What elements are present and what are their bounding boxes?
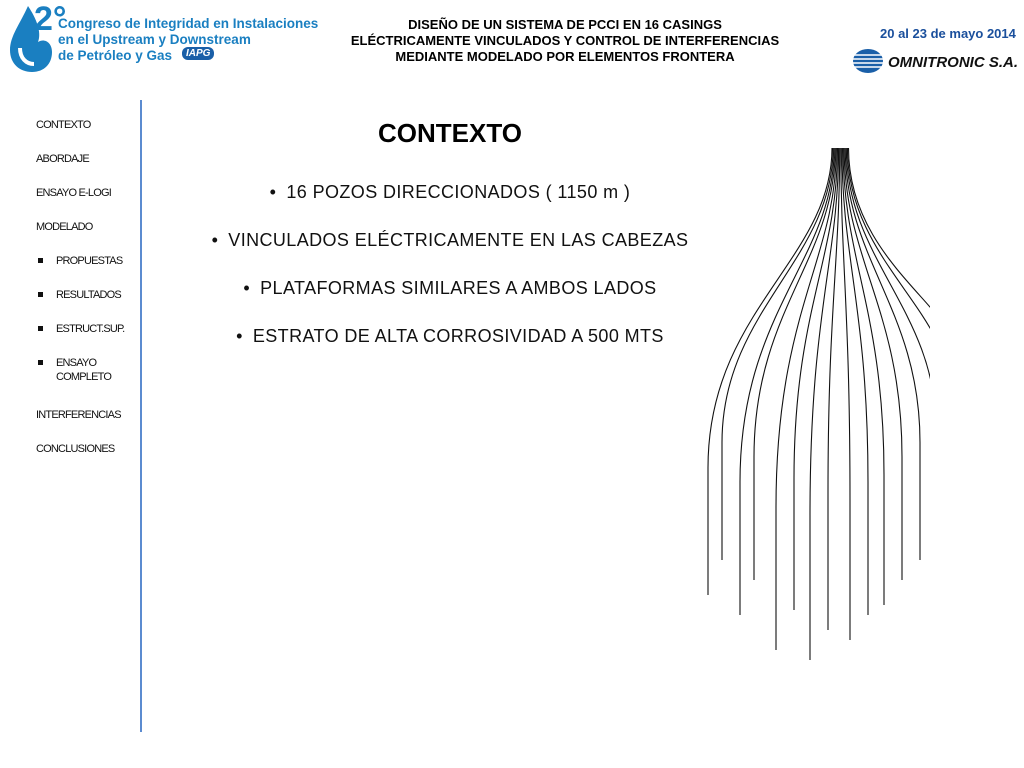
globe-icon <box>852 48 884 74</box>
sidebar-item-propuestas[interactable]: PROPUESTAS <box>36 254 140 288</box>
company-name: OMNITRONIC S.A. <box>888 54 1018 71</box>
sidebar-item-conclusiones[interactable]: CONCLUSIONES <box>36 443 115 455</box>
bullet-icon: • <box>243 278 251 298</box>
event-date: 20 al 23 de mayo 2014 <box>880 26 1016 41</box>
presentation-title-line: MEDIANTE MODELADO POR ELEMENTOS FRONTERA <box>395 49 735 64</box>
well-trajectory <box>844 148 902 580</box>
sidebar-item-estruct-sup[interactable]: ESTRUCT.SUP. <box>36 322 140 356</box>
bullet-icon: • <box>211 230 219 250</box>
bullet-text: VINCULADOS ELÉCTRICAMENTE EN LAS CABEZAS <box>228 230 689 250</box>
iapg-badge: IAPG <box>182 47 214 60</box>
sidebar-nav <box>36 118 140 476</box>
presentation-title-line: ELÉCTRICAMENTE VINCULADOS Y CONTROL DE INTERFERENCIAS <box>350 33 780 48</box>
bullet-list <box>150 180 750 372</box>
directional-wells-diagram <box>690 140 930 670</box>
bullet-item <box>150 228 750 276</box>
bullet-text: 16 POZOS DIRECCIONADOS ( 1150 m ) <box>286 182 631 202</box>
sidebar-item-interferencias[interactable]: INTERFERENCIAS <box>36 409 121 421</box>
congress-logo <box>6 0 319 74</box>
well-trajectory <box>722 148 833 560</box>
page-title: CONTEXTO <box>378 118 522 148</box>
bullet-icon: • <box>269 182 277 202</box>
bullet-item <box>150 180 750 228</box>
presentation-title <box>320 17 810 65</box>
bullet-item <box>150 324 750 372</box>
presentation-title-line: DISEÑO DE UN SISTEMA DE PCCI EN 16 CASINGS <box>408 17 722 32</box>
bullet-text: PLATAFORMAS SIMILARES A AMBOS LADOS <box>260 278 657 298</box>
sidebar-item-abordaje[interactable]: ABORDAJE <box>36 153 89 165</box>
well-trajectory <box>828 148 840 630</box>
congress-name-line2: en el Upstream y Downstream <box>58 32 251 47</box>
bullet-icon: • <box>236 326 243 346</box>
congress-name-line3: de Petróleo y Gas <box>58 48 173 63</box>
well-trajectory <box>849 148 931 440</box>
sidebar-item-ensayo-completo[interactable]: ENSAYO COMPLETO <box>36 356 140 408</box>
sidebar-item-modelado[interactable]: MODELADO <box>36 221 93 233</box>
congress-ordinal: 2° <box>34 0 67 38</box>
bullet-item <box>150 276 750 324</box>
sidebar-item-resultados[interactable]: RESULTADOS <box>36 288 140 322</box>
sidebar-divider <box>140 100 142 732</box>
congress-name-line1: Congreso de Integridad en Instalaciones <box>58 16 319 31</box>
well-trajectory <box>776 148 836 650</box>
well-trajectory <box>708 148 832 595</box>
company-logo <box>852 48 1022 76</box>
well-trajectory <box>847 148 930 490</box>
bullet-text: ESTRATO DE ALTA CORROSIVIDAD A 500 MTS <box>252 326 664 346</box>
sidebar-item-contexto[interactable]: CONTEXTO <box>36 119 91 131</box>
sidebar-item-ensayo-e-logi[interactable]: ENSAYO E-LOGI <box>36 187 111 199</box>
